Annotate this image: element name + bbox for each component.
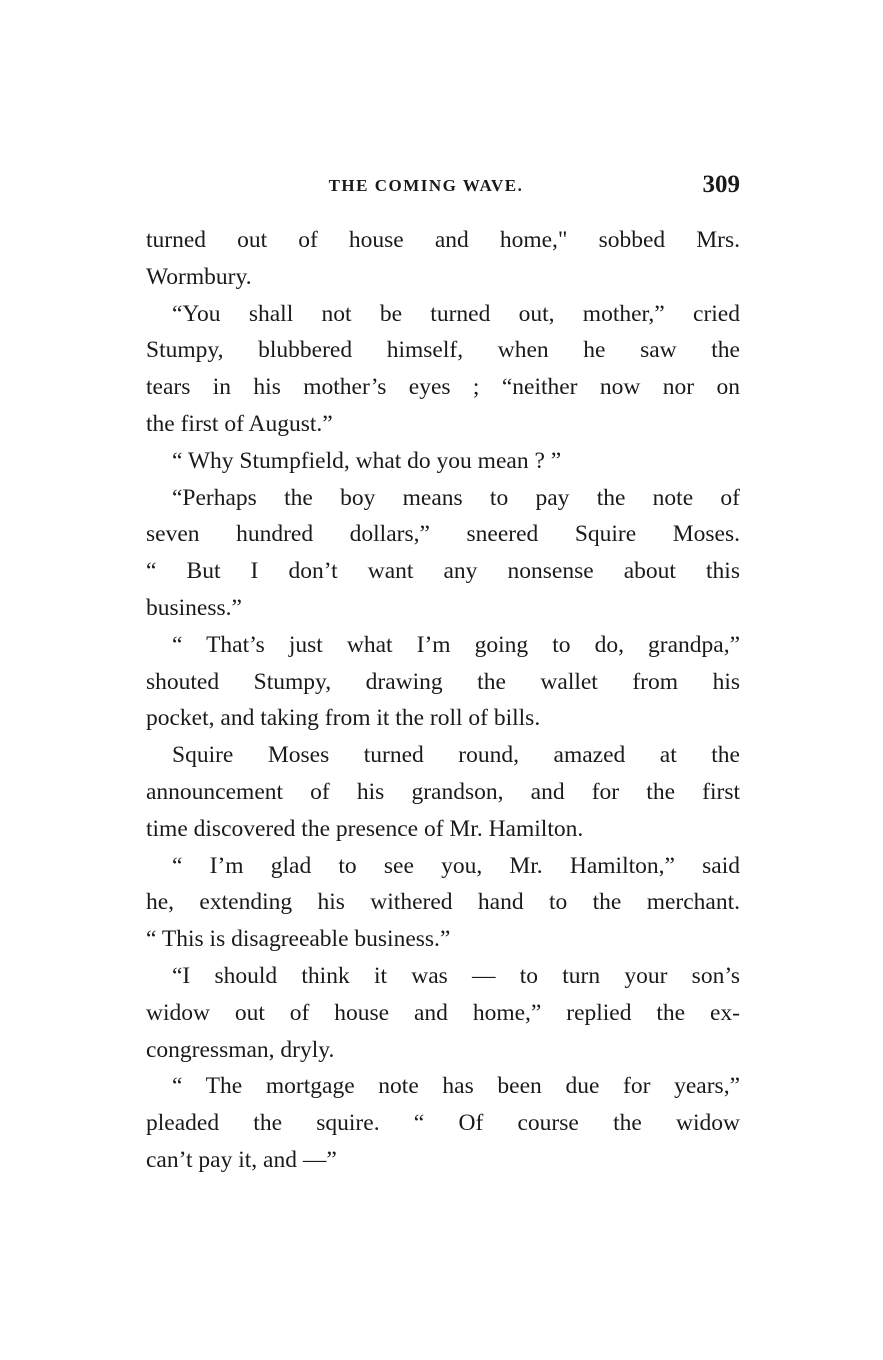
text-line: “I should think it was — to turn your son’s (172, 962, 740, 989)
text-line: Wormbury. (146, 263, 252, 290)
text-line: announcement of his grandson, and for the first (146, 778, 740, 805)
text-line: “ This is disagreeable business.” (146, 926, 451, 953)
running-title: THE COMING WAVE. (328, 176, 524, 195)
page-number: 309 (702, 171, 740, 198)
text-line: “ The mortgage note has been due for years,” (172, 1073, 740, 1100)
text-line: shouted Stumpy, drawing the wallet from his (146, 668, 740, 695)
text-line: business.” (146, 594, 242, 621)
text-line: turned out of house and home," sobbed Mrs. (146, 227, 740, 253)
text-line: “ I’m glad to see you, Mr. Hamilton,” said (172, 852, 740, 879)
text-line: Stumpy, blubbered himself, when he saw the (146, 337, 740, 364)
text-line: Squire Moses turned round, amazed at the (172, 742, 740, 769)
body-text (146, 222, 740, 1179)
text-line: “ Why Stumpfield, what do you mean ? ” (172, 447, 562, 474)
text-line: “ But I don’t want any nonsense about this (146, 558, 740, 585)
running-head (146, 171, 740, 204)
text-line: “Perhaps the boy means to pay the note of (172, 484, 740, 511)
text-line: “You shall not be turned out, mother,” cried (172, 300, 740, 327)
text-line: seven hundred dollars,” sneered Squire Moses. (146, 521, 740, 548)
text-line: widow out of house and home,” replied the ex- (146, 999, 740, 1026)
text-line: the first of August.” (146, 410, 333, 437)
text-line: pocket, and taking from it the roll of bills. (146, 705, 541, 732)
text-line: can’t pay it, and —” (146, 1146, 337, 1173)
text-line: pleaded the squire. “ Of course the widow (146, 1110, 740, 1137)
text-line: time discovered the presence of Mr. Hamilton. (146, 815, 584, 842)
text-line: “ That’s just what I’m going to do, grandpa,” (172, 631, 740, 658)
text-line: tears in his mother’s eyes ; “neither now nor on (146, 374, 740, 401)
text-line: congressman, dryly. (146, 1036, 335, 1063)
text-line: he, extending his withered hand to the merchant. (146, 889, 740, 916)
